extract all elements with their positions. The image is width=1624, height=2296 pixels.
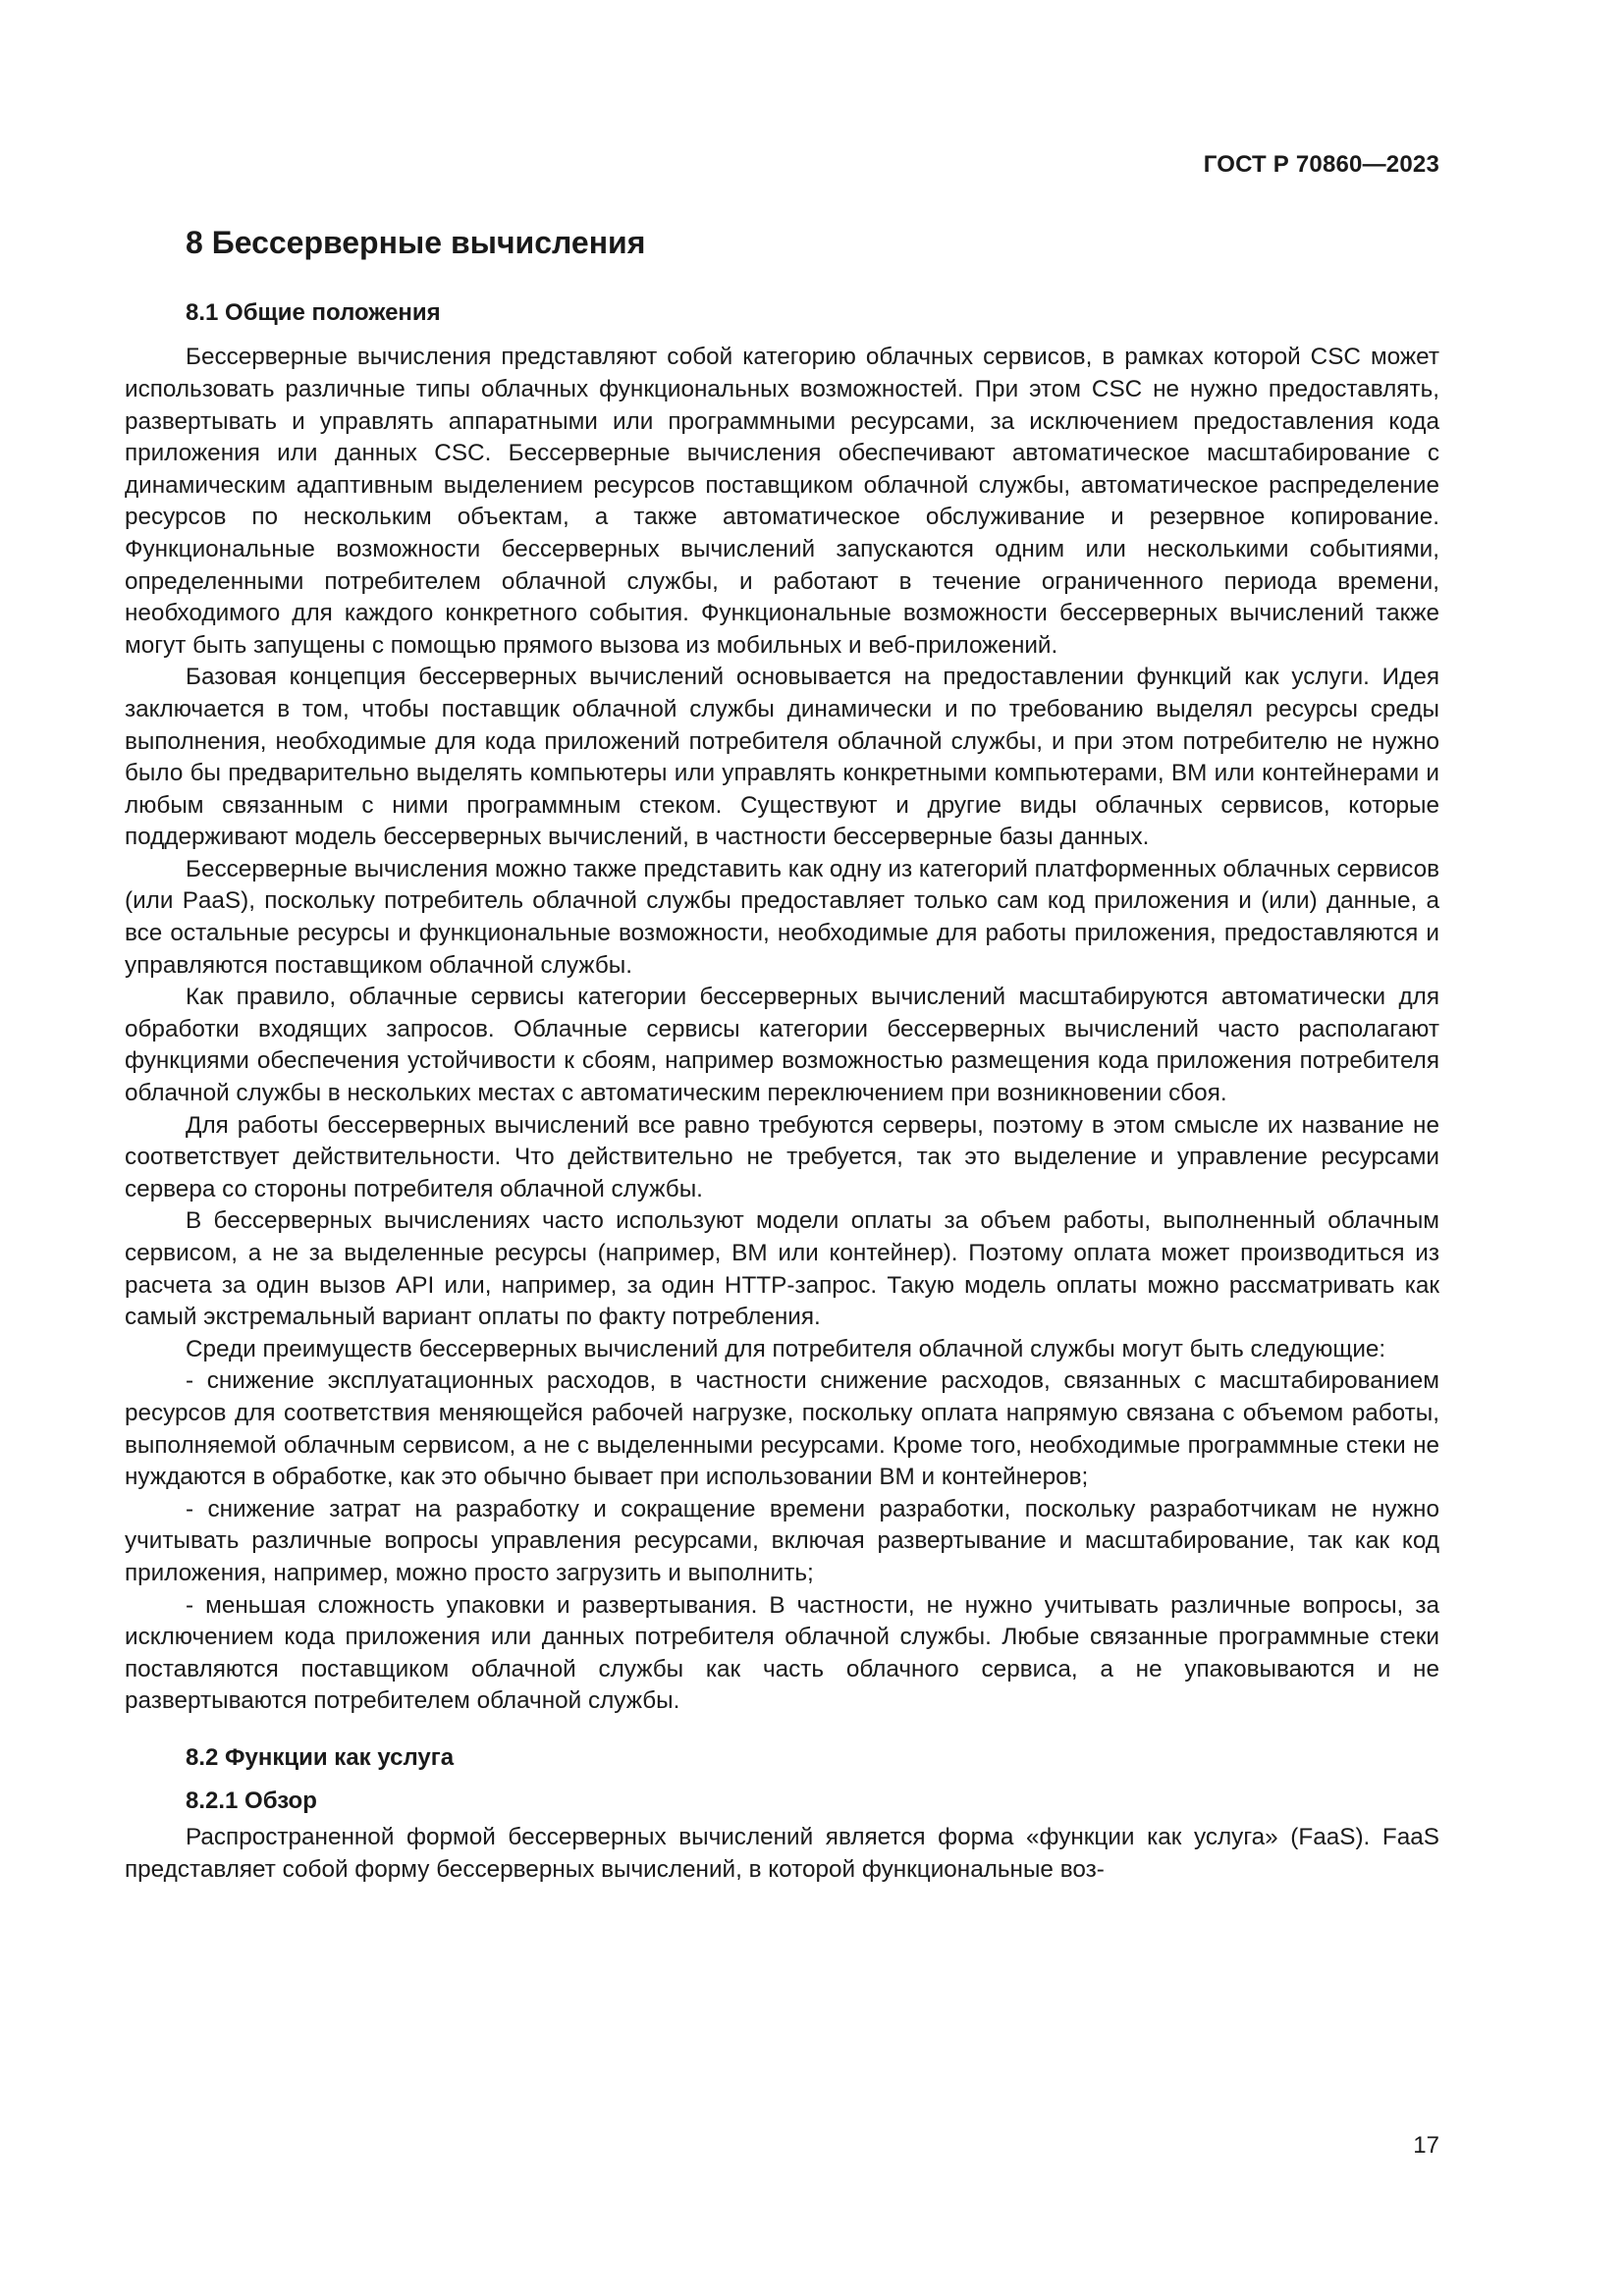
subsection-title-8-2: 8.2 Функции как услуга (186, 1743, 455, 1771)
paragraph: Бессерверные вычисления можно также представить как одну из категорий платформенных облачных сервисов (или PaaS), поскольку потребитель облачной службы предоставляет только сам код приложения и (или) данные, а все остальные ресурсы и функциональные возможности, необходимые для работы приложения, предоставляются и управляются поставщиком облачной службы. (125, 855, 1439, 979)
paragraph: Распространенной формой бессерверных вычислений является форма «функции как услуга» (FaaS). FaaS представляет собой форму бессерверных вычислений, в которой функциональные воз- (125, 1823, 1439, 1883)
section-title: 8 Бессерверные вычисления (186, 225, 646, 260)
paragraph: Бессерверные вычисления представляют собой категорию облачных сервисов, в рамках которой CSC может использовать различные типы облачных функциональных возможностей. При этом CSC не нужно предоставлять, развертывать и управлять аппаратными или программными ресурсами, за исключением предоставления кода приложения или данных CSC. Бессерверные вычисления обеспечивают автоматическое масштабирование с динамическим адаптивным выделением ресурсов поставщиком облачной службы, автоматическое распределение ресурсов по нескольким объектам, а также автоматическое обслуживание и резервное копирование. Функциональные возможности бессерверных вычислений запускаются одним или несколькими событиями, определенными потребителем облачной службы, и работают в течение ограниченного периода времени, необходимого для каждого конкретного события. Функциональные возможности бессерверных вычислений также могут быть запущены с помощью прямого вызова из мобильных и веб-приложений. (125, 344, 1439, 659)
paragraph: В бессерверных вычислениях часто используют модели оплаты за объем работы, выполненный облачным сервисом, а не за выделенные ресурсы (например, ВМ или контейнер). Поэтому оплата может производиться из расчета за один вызов API или, например, за один HTTP-запрос. Такую модель оплаты можно рассматривать как самый экстремальный вариант оплаты по факту потребления. (125, 1207, 1439, 1331)
list-item: - меньшая сложность упаковки и развертывания. В частности, не нужно учитывать различные вопросы, за исключением кода приложения или данных потребителя облачной службы. Любые связанные программные стеки поставляются поставщиком облачной службы как часть облачного сервиса, а не упаковываются и не развертываются потребителем облачной службы. (125, 1591, 1439, 1715)
paragraph: Для работы бессерверных вычислений все равно требуются серверы, поэтому в этом смысле их название не соответствует действительности. Что действительно не требуется, так это выделение и управление ресурсами сервера со стороны потребителя облачной службы. (125, 1111, 1439, 1202)
page-number: 17 (1413, 2132, 1439, 2159)
subsubsection-title-8-2-1: 8.2.1 Обзор (186, 1787, 317, 1814)
page-content (125, 224, 1439, 1886)
paragraph: Базовая концепция бессерверных вычислений основывается на предоставлении функций как услуги. Идея заключается в том, чтобы поставщик облачной службы динамически и по требованию выделял ресурсы среды выполнения, необходимые для кода приложений потребителя облачной службы, и при этом потребителю не нужно было бы предварительно выделять компьютеры или управлять конкретными компьютерами, ВМ или контейнерами и любым связанным с ними программным стеком. Существуют и другие виды облачных сервисов, которые поддерживают модель бессерверных вычислений, в частности бессерверные базы данных. (125, 664, 1439, 851)
document-code-header: ГОСТ Р 70860—2023 (1203, 151, 1439, 178)
list-item: - снижение затрат на разработку и сокращение времени разработки, поскольку разработчикам не нужно учитывать различные вопросы управления ресурсами, включая развертывание и масштабирование, так как код приложения, например, можно просто загрузить и выполнить; (125, 1495, 1439, 1586)
paragraph: Среди преимуществ бессерверных вычислений для потребителя облачной службы могут быть следующие: (186, 1335, 1386, 1362)
subsection-title-8-1: 8.1 Общие положения (186, 299, 441, 327)
paragraph: Как правило, облачные сервисы категории бессерверных вычислений масштабируются автоматически для обработки входящих запросов. Облачные сервисы категории бессерверных вычислений часто располагают функциями обеспечения устойчивости к сбоям, например возможностью размещения кода приложения потребителя облачной службы в нескольких местах с автоматическим переключением при возникновении сбоя. (125, 984, 1439, 1107)
list-item: - снижение эксплуатационных расходов, в частности снижение расходов, связанных с масштабированием ресурсов для соответствия меняющейся рабочей нагрузке, поскольку оплата напрямую связана с объемом работы, выполняемой облачным сервисом, а не с выделенными ресурсами. Кроме того, необходимые программные стеки не нуждаются в обработке, как это обычно бывает при использовании ВМ и контейнеров; (125, 1367, 1439, 1491)
